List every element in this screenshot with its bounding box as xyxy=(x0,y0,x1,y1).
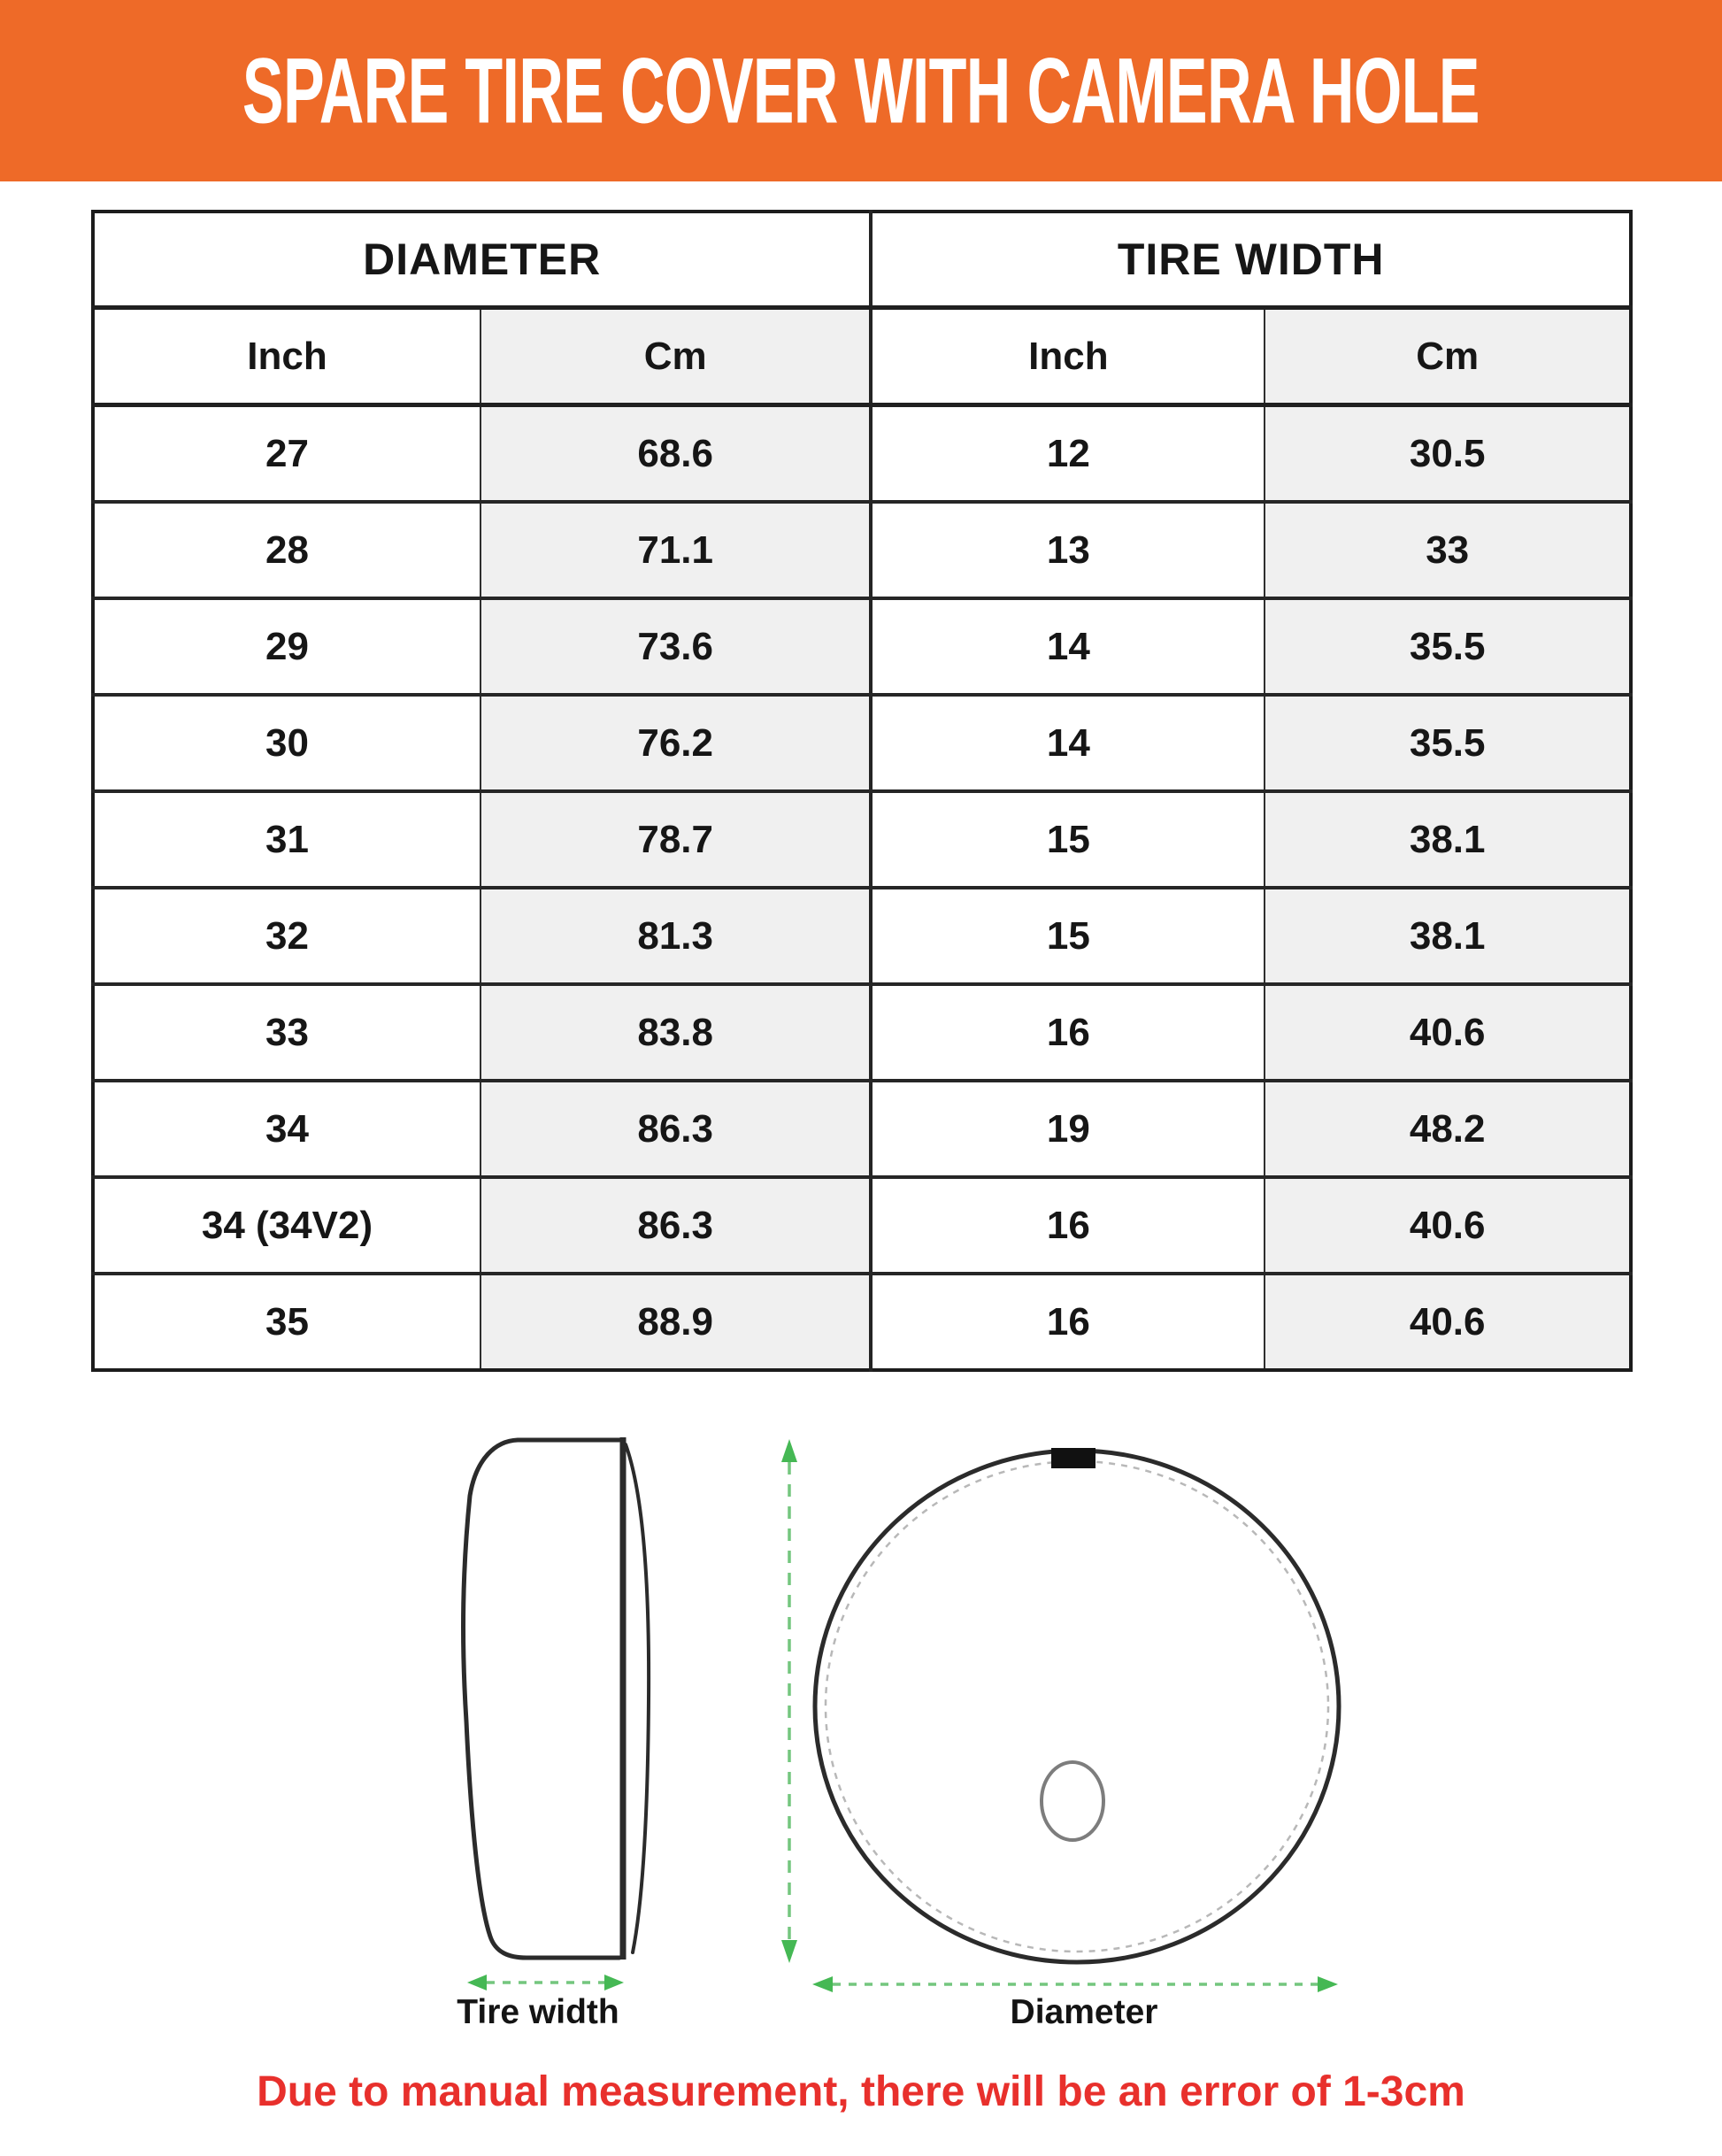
table-cell: 86.3 xyxy=(480,1177,871,1274)
table-cell: 73.6 xyxy=(480,598,871,695)
table-row xyxy=(93,888,1631,984)
table-cell: 81.3 xyxy=(480,888,871,984)
table-cell: 38.1 xyxy=(1265,791,1631,888)
table-cell: 48.2 xyxy=(1265,1081,1631,1177)
tire-width-label: Tire width xyxy=(457,1993,619,2031)
tire-width-group-header: TIRE WIDTH xyxy=(871,212,1631,308)
disclaimer-text: Due to manual measurement, there will be an error of 1-3cm xyxy=(257,2068,1465,2115)
camera-hole xyxy=(1042,1762,1103,1840)
table-cell: 14 xyxy=(871,695,1265,791)
table-row xyxy=(93,1177,1631,1274)
table-cell: 30.5 xyxy=(1265,405,1631,503)
top-tab xyxy=(1051,1448,1095,1468)
diameter-vertical-arrow xyxy=(781,1439,797,1963)
diameter-cm-header: Cm xyxy=(480,308,871,405)
tirewidth-inch-header: Inch xyxy=(871,308,1265,405)
table-cell: 88.9 xyxy=(480,1274,871,1370)
table-cell: 35.5 xyxy=(1265,695,1631,791)
table-cell: 40.6 xyxy=(1265,984,1631,1081)
diameter-inch-header: Inch xyxy=(93,308,480,405)
table-row xyxy=(93,598,1631,695)
table-row xyxy=(93,791,1631,888)
table-row xyxy=(93,1274,1631,1370)
table-cell: 19 xyxy=(871,1081,1265,1177)
tire-width-arrow xyxy=(467,1975,624,1990)
table-cell: 15 xyxy=(871,791,1265,888)
tire-front-view xyxy=(815,1448,1339,1962)
table-row xyxy=(93,984,1631,1081)
table-cell: 35 xyxy=(265,1299,309,1344)
table-cell: 30 xyxy=(93,695,480,791)
table-cell: 13 xyxy=(871,502,1265,598)
table-cell: 34 xyxy=(93,1081,480,1177)
table-cell: 14 xyxy=(871,598,1265,695)
group-header-row xyxy=(93,212,1631,308)
table-cell: 27 xyxy=(93,405,480,503)
table-cell: 29 xyxy=(93,598,480,695)
table-cell: 71.1 xyxy=(480,502,871,598)
table-cell: 33 xyxy=(1265,502,1631,598)
sub-header-row xyxy=(93,308,1631,405)
table-cell: 32 xyxy=(93,888,480,984)
table-cell: 12 xyxy=(871,405,1265,503)
table-row xyxy=(93,405,1631,503)
table-cell: 16 xyxy=(871,984,1265,1081)
table-cell: 40.6 xyxy=(1265,1274,1631,1370)
tire-diagram xyxy=(0,1381,1722,2071)
header-banner xyxy=(0,0,1722,181)
page-title: SPARE TIRE COVER WITH CAMERA HOLE xyxy=(242,38,1480,142)
table-cell: 16 xyxy=(871,1177,1265,1274)
diameter-horizontal-arrow xyxy=(812,1976,1338,1992)
table-cell: 40.6 xyxy=(1265,1177,1631,1274)
diameter-group-header: DIAMETER xyxy=(93,212,871,308)
table-cell: 34 (34V2) xyxy=(93,1177,480,1274)
table-cell: 38.1 xyxy=(1265,888,1631,984)
table-row xyxy=(93,695,1631,791)
table-cell: 78.7 xyxy=(480,791,871,888)
diameter-label: Diameter xyxy=(1010,1993,1158,2031)
size-chart-table-container xyxy=(91,210,1633,1372)
table-row xyxy=(93,502,1631,598)
table-cell: 83.8 xyxy=(480,984,871,1081)
table-cell: 16 xyxy=(871,1274,1265,1370)
table-cell: 31 xyxy=(93,791,480,888)
table-cell: 76.2 xyxy=(480,695,871,791)
table-cell: 15 xyxy=(871,888,1265,984)
table-cell: 86.3 xyxy=(480,1081,871,1177)
size-table-body xyxy=(93,405,1631,1371)
table-cell: 33 xyxy=(93,984,480,1081)
tirewidth-cm-header: Cm xyxy=(1265,308,1631,405)
table-cell: 35.5 xyxy=(1265,598,1631,695)
size-chart-table xyxy=(91,210,1633,1372)
table-cell: 28 xyxy=(93,502,480,598)
table-cell: 68.6 xyxy=(480,405,871,503)
tire-side-view xyxy=(464,1437,650,1960)
table-row xyxy=(93,1081,1631,1177)
